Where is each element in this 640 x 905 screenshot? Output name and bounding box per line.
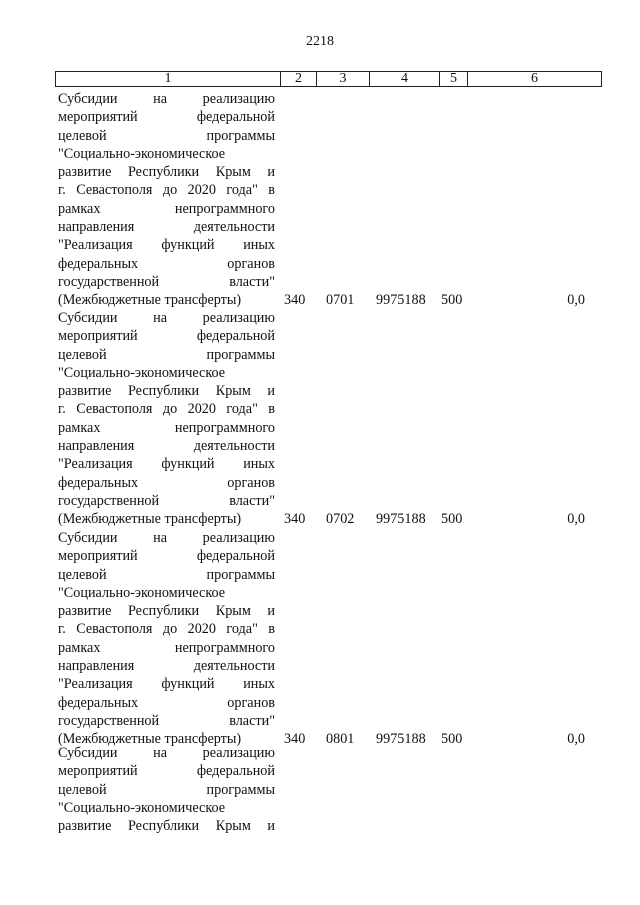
desc-word: "Социально-экономическое bbox=[58, 364, 226, 381]
cell-target: 9975188 bbox=[376, 292, 426, 309]
desc-word: реализацию bbox=[202, 530, 275, 546]
desc-word: года" bbox=[226, 621, 258, 638]
desc-word: и bbox=[267, 383, 275, 400]
header-col-5: 5 bbox=[440, 72, 468, 86]
desc-word: реализацию bbox=[202, 310, 275, 326]
cell-target: 9975188 bbox=[376, 511, 426, 528]
desc-line bbox=[58, 327, 275, 345]
desc-word: и bbox=[267, 818, 275, 835]
desc-word: "Социально-экономическое bbox=[58, 145, 226, 162]
desc-line bbox=[58, 127, 275, 145]
desc-word: направления bbox=[58, 438, 135, 455]
desc-word: в bbox=[268, 621, 275, 638]
desc-word: "Реализация bbox=[58, 676, 133, 693]
desc-line bbox=[58, 90, 275, 108]
desc-word: федеральной bbox=[196, 763, 275, 780]
desc-word: Республики bbox=[127, 603, 200, 620]
desc-word: Субсидии bbox=[58, 745, 118, 761]
desc-word: непрограммного bbox=[174, 419, 275, 436]
desc-word: функций bbox=[161, 676, 215, 693]
desc-line bbox=[58, 181, 275, 199]
desc-word: мероприятий bbox=[58, 548, 138, 565]
cell-type: 500 bbox=[441, 731, 463, 748]
desc-word: непрограммного bbox=[174, 639, 275, 656]
desc-word: г. bbox=[58, 401, 66, 418]
desc-word: Субсидии bbox=[58, 91, 118, 107]
desc-line bbox=[58, 762, 275, 780]
desc-word: (Межбюджетные трансферты) bbox=[58, 511, 242, 528]
desc-word: целевой bbox=[58, 127, 107, 144]
cell-amount: 0,0 bbox=[567, 292, 585, 309]
desc-line bbox=[58, 492, 275, 510]
desc-word: до bbox=[162, 621, 178, 638]
desc-line bbox=[58, 799, 275, 817]
desc-word: на bbox=[153, 310, 168, 326]
desc-word: Крым bbox=[215, 603, 251, 620]
desc-line bbox=[58, 694, 275, 712]
desc-word: органов bbox=[227, 474, 275, 491]
desc-word: 2020 bbox=[187, 621, 216, 638]
desc-word: "Реализация bbox=[58, 456, 133, 473]
desc-word: власти" bbox=[229, 492, 275, 509]
desc-line bbox=[58, 744, 275, 762]
desc-word: деятельности bbox=[193, 219, 275, 236]
desc-word: Субсидии bbox=[58, 530, 118, 546]
desc-line bbox=[58, 200, 275, 218]
desc-word: государственной bbox=[58, 273, 160, 290]
row-values bbox=[58, 291, 605, 309]
desc-line bbox=[58, 400, 275, 418]
desc-word: на bbox=[153, 530, 168, 546]
desc-word: направления bbox=[58, 658, 135, 675]
desc-line bbox=[58, 712, 275, 730]
desc-word: иных bbox=[243, 456, 275, 473]
desc-word: органов bbox=[227, 694, 275, 711]
desc-word: Севастополя bbox=[76, 621, 153, 638]
desc-word: мероприятий bbox=[58, 109, 138, 126]
cell-type: 500 bbox=[441, 511, 463, 528]
desc-word: власти" bbox=[229, 273, 275, 290]
desc-line bbox=[58, 382, 275, 400]
desc-word: деятельности bbox=[193, 438, 275, 455]
desc-word: целевой bbox=[58, 346, 107, 363]
desc-line bbox=[58, 145, 275, 163]
desc-word: в bbox=[268, 401, 275, 418]
desc-line bbox=[58, 364, 275, 382]
desc-line bbox=[58, 657, 275, 675]
desc-word: программы bbox=[206, 346, 275, 363]
desc-word: на bbox=[153, 91, 168, 107]
desc-line bbox=[58, 529, 275, 547]
page-number: 2218 bbox=[306, 34, 334, 49]
desc-line bbox=[58, 218, 275, 236]
desc-word: на bbox=[153, 745, 168, 761]
desc-word: развитие bbox=[58, 603, 112, 620]
desc-word: Крым bbox=[215, 164, 251, 181]
desc-word: Крым bbox=[215, 818, 251, 835]
cell-section: 0702 bbox=[326, 511, 355, 528]
row-description bbox=[58, 744, 275, 835]
desc-word: государственной bbox=[58, 492, 160, 509]
desc-line bbox=[58, 255, 275, 273]
row-description bbox=[58, 309, 275, 529]
desc-line bbox=[58, 437, 275, 455]
cell-amount: 0,0 bbox=[567, 731, 585, 748]
desc-word: "Социально-экономическое bbox=[58, 584, 226, 601]
table-header bbox=[55, 71, 602, 87]
desc-word: программы bbox=[206, 781, 275, 798]
desc-line bbox=[58, 273, 275, 291]
desc-word: целевой bbox=[58, 781, 107, 798]
desc-word: федеральной bbox=[196, 548, 275, 565]
desc-word: федеральных bbox=[58, 255, 139, 272]
desc-word: иных bbox=[243, 237, 275, 254]
cell-target: 9975188 bbox=[376, 731, 426, 748]
header-col-6: 6 bbox=[531, 71, 538, 86]
desc-word: направления bbox=[58, 219, 135, 236]
row-values bbox=[58, 510, 605, 528]
desc-line bbox=[58, 346, 275, 364]
desc-word: до bbox=[162, 182, 178, 199]
desc-word: до bbox=[162, 401, 178, 418]
desc-line bbox=[58, 639, 275, 657]
desc-word: и bbox=[267, 603, 275, 620]
desc-word: "Социально-экономическое bbox=[58, 799, 226, 816]
desc-word: целевой bbox=[58, 566, 107, 583]
desc-word: года" bbox=[226, 401, 258, 418]
header-col-1: 1 bbox=[56, 72, 281, 86]
desc-word: функций bbox=[161, 456, 215, 473]
cell-type: 500 bbox=[441, 292, 463, 309]
desc-word: Республики bbox=[127, 383, 200, 400]
header-col-2: 2 bbox=[281, 72, 317, 86]
desc-word: Республики bbox=[127, 164, 200, 181]
desc-line bbox=[58, 584, 275, 602]
desc-line bbox=[58, 602, 275, 620]
desc-word: непрограммного bbox=[174, 200, 275, 217]
desc-word: Субсидии bbox=[58, 310, 118, 326]
header-col-4: 4 bbox=[370, 72, 440, 86]
desc-line bbox=[58, 566, 275, 584]
desc-line bbox=[58, 817, 275, 835]
cell-amount: 0,0 bbox=[567, 511, 585, 528]
desc-word: Республики bbox=[127, 818, 200, 835]
desc-word: власти" bbox=[229, 712, 275, 729]
desc-word: деятельности bbox=[193, 658, 275, 675]
cell-code: 340 bbox=[284, 292, 306, 309]
desc-word: мероприятий bbox=[58, 328, 138, 345]
desc-word: программы bbox=[206, 566, 275, 583]
desc-word: государственной bbox=[58, 712, 160, 729]
row-description bbox=[58, 529, 275, 749]
desc-word: развитие bbox=[58, 164, 112, 181]
desc-word: и bbox=[267, 164, 275, 181]
desc-line bbox=[58, 781, 275, 799]
desc-line bbox=[58, 108, 275, 126]
desc-word: федеральной bbox=[196, 328, 275, 345]
desc-word: г. bbox=[58, 182, 66, 199]
desc-word: федеральных bbox=[58, 474, 139, 491]
desc-line bbox=[58, 455, 275, 473]
desc-word: реализацию bbox=[202, 745, 275, 761]
desc-line bbox=[58, 620, 275, 638]
desc-word: г. bbox=[58, 621, 66, 638]
desc-line bbox=[58, 675, 275, 693]
desc-word: федеральных bbox=[58, 694, 139, 711]
cell-section: 0701 bbox=[326, 292, 355, 309]
desc-word: рамках bbox=[58, 200, 101, 217]
desc-word: (Межбюджетные трансферты) bbox=[58, 292, 242, 309]
desc-line bbox=[58, 547, 275, 565]
desc-word: Крым bbox=[215, 383, 251, 400]
desc-word: реализацию bbox=[202, 91, 275, 107]
desc-word: 2020 bbox=[187, 401, 216, 418]
desc-line bbox=[58, 474, 275, 492]
cell-code: 340 bbox=[284, 731, 306, 748]
desc-word: функций bbox=[161, 237, 215, 254]
desc-word: развитие bbox=[58, 383, 112, 400]
cell-code: 340 bbox=[284, 511, 306, 528]
desc-word: "Реализация bbox=[58, 237, 133, 254]
desc-word: мероприятий bbox=[58, 763, 138, 780]
row-description bbox=[58, 90, 275, 310]
desc-word: года" bbox=[226, 182, 258, 199]
desc-line bbox=[58, 163, 275, 181]
desc-line bbox=[58, 419, 275, 437]
desc-word: иных bbox=[243, 676, 275, 693]
desc-word: 2020 bbox=[187, 182, 216, 199]
desc-word: Севастополя bbox=[76, 401, 153, 418]
desc-line bbox=[58, 236, 275, 254]
desc-word: рамках bbox=[58, 419, 101, 436]
cell-section: 0801 bbox=[326, 731, 355, 748]
desc-word: рамках bbox=[58, 639, 101, 656]
header-col-3: 3 bbox=[317, 72, 370, 86]
desc-word: Севастополя bbox=[76, 182, 153, 199]
desc-word: органов bbox=[227, 255, 275, 272]
desc-word: программы bbox=[206, 127, 275, 144]
desc-word: (Межбюджетные трансферты) bbox=[58, 731, 242, 748]
desc-line bbox=[58, 309, 275, 327]
desc-word: развитие bbox=[58, 818, 112, 835]
desc-word: федеральной bbox=[196, 109, 275, 126]
desc-word: в bbox=[268, 182, 275, 199]
